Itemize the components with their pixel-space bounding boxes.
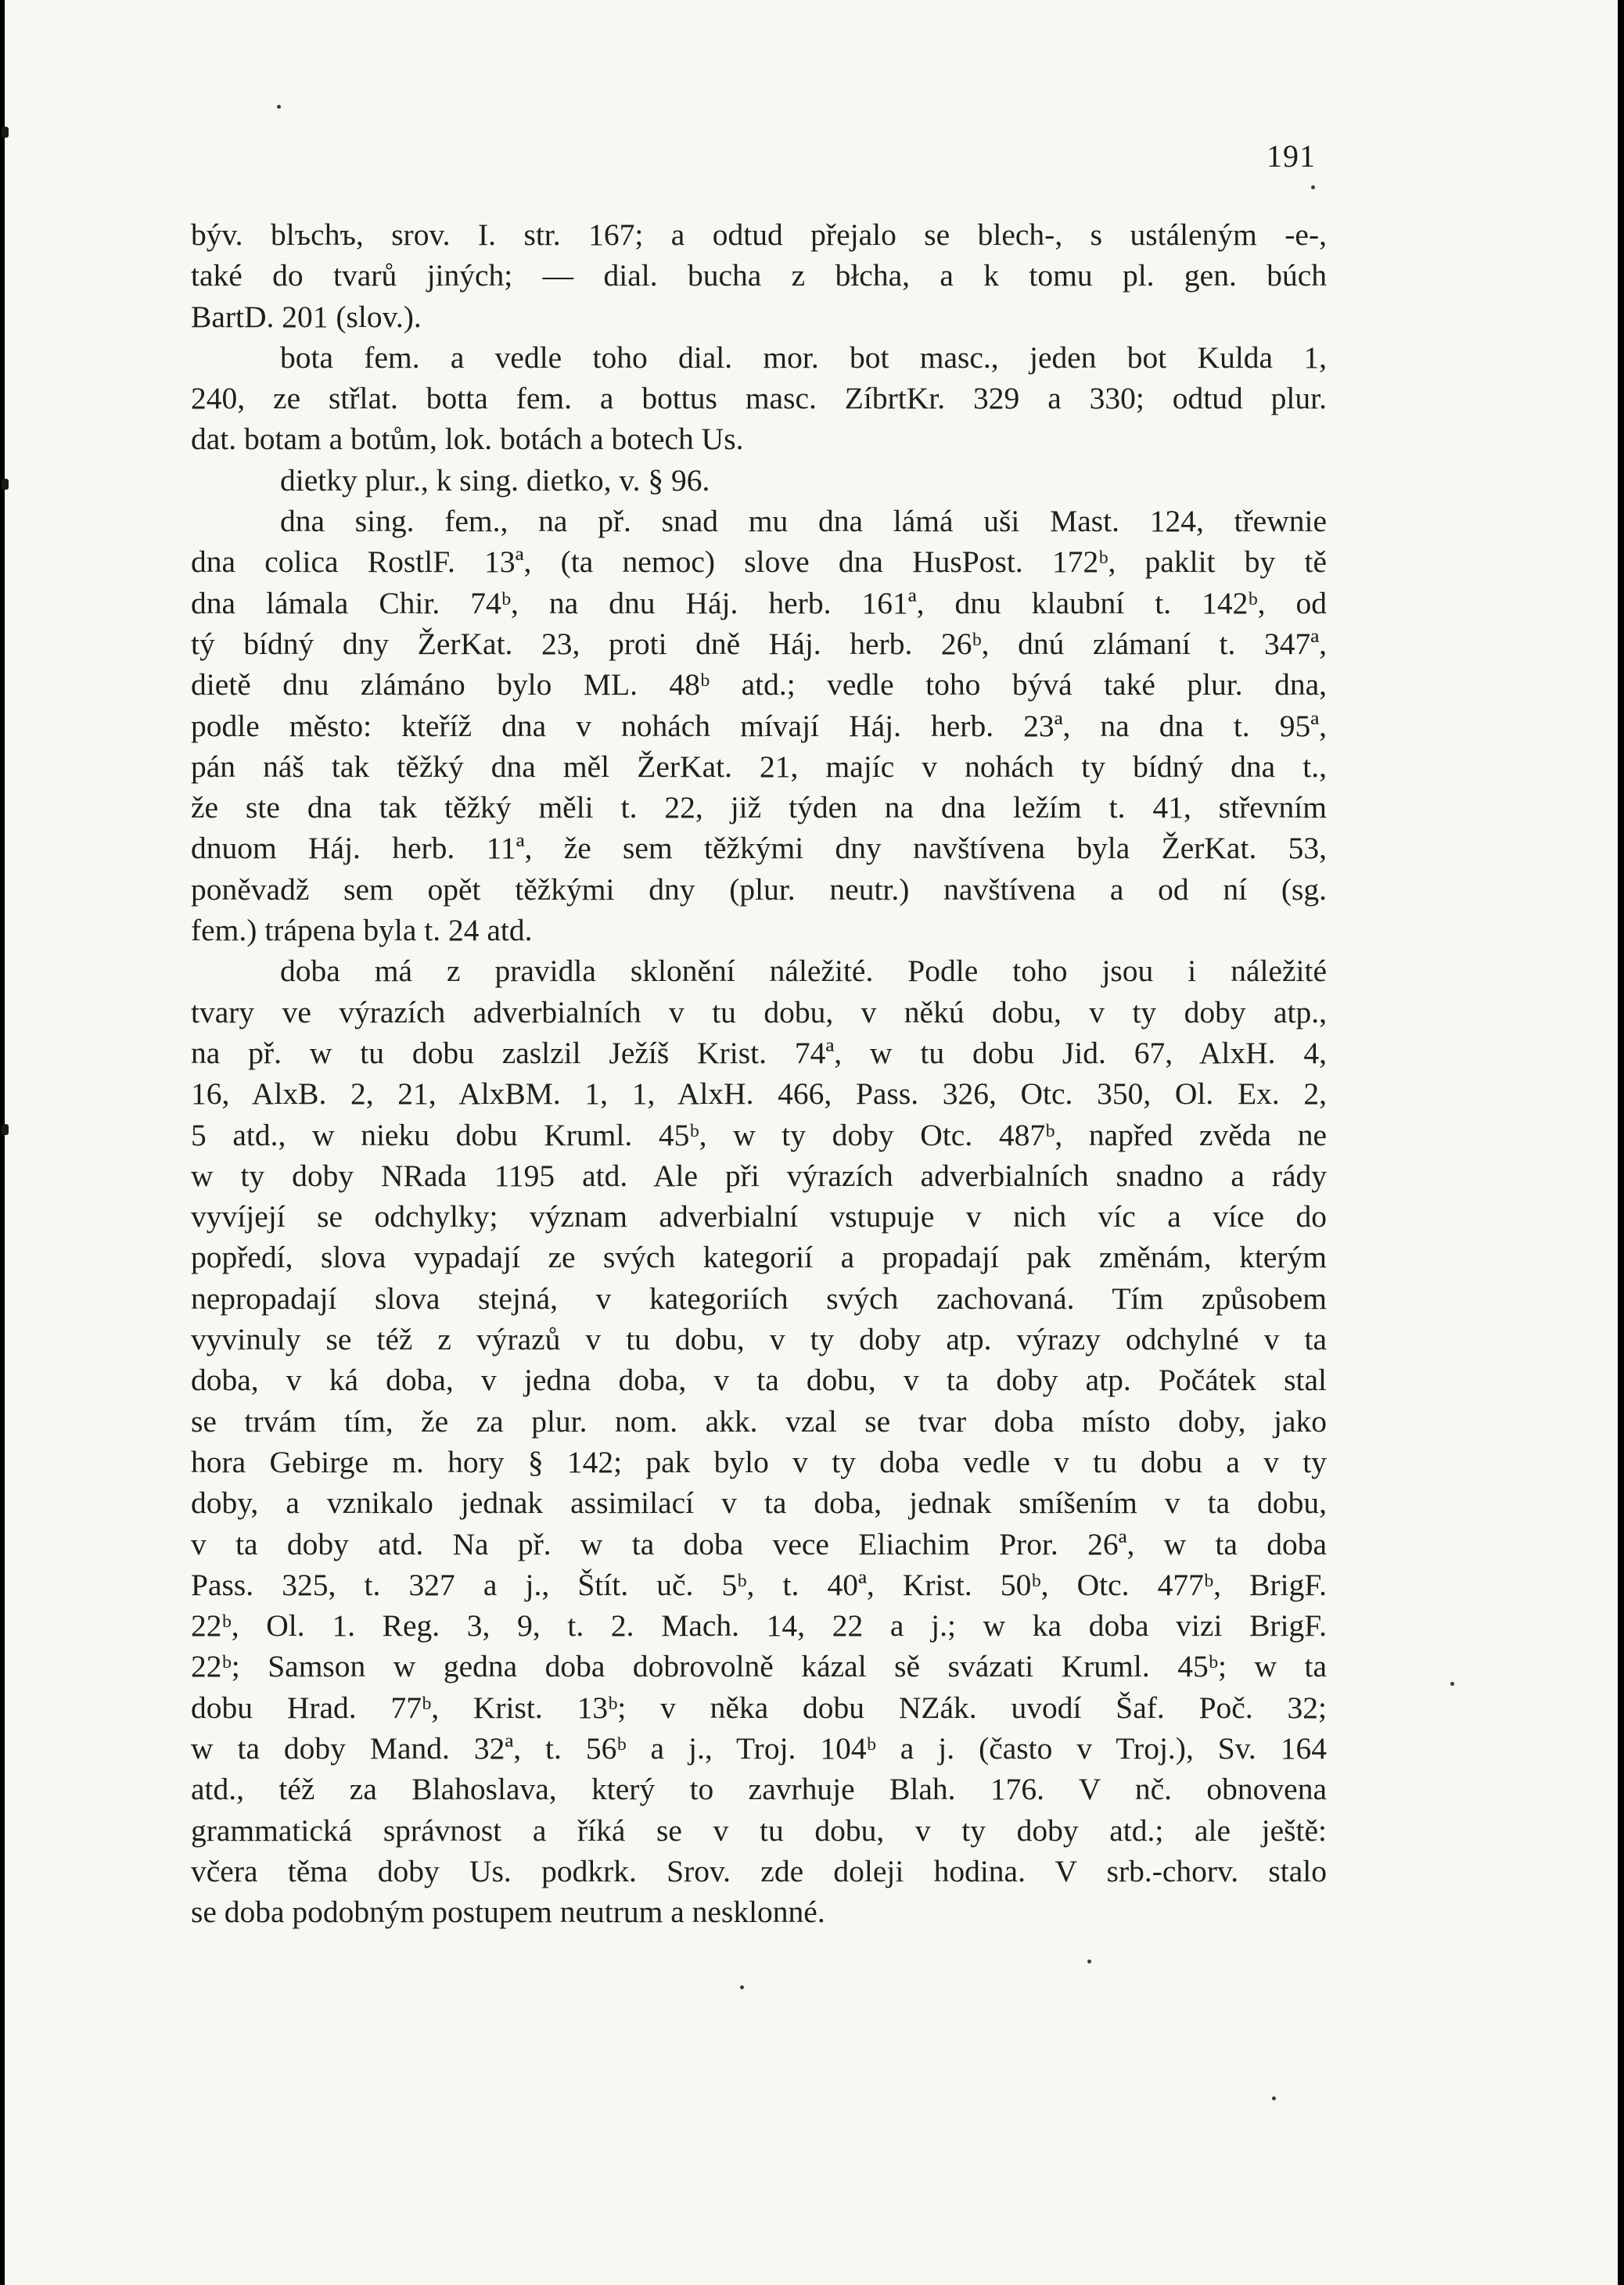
text-line: vyvíjejí se odchylky; význam adverbialní vstupuje v nich víc a více do — [191, 1199, 1327, 1234]
text-line: dietky plur., k sing. dietko, v. § 96. — [280, 462, 710, 498]
speck — [1272, 2096, 1276, 2100]
body-text — [191, 214, 1327, 1932]
page-number: 191 — [1267, 138, 1316, 174]
text-line: 22ᵇ, Ol. 1. Reg. 3, 9, t. 2. Mach. 14, 22 a j.; w ka doba vizi BrigF. — [191, 1608, 1327, 1644]
text-line: se doba podobným postupem neutrum a nesklonné. — [191, 1895, 825, 1930]
text-line: že ste dna tak těžký měli t. 22, již týden na dna ležím t. 41, střevním — [191, 790, 1327, 825]
binding-mark — [2, 1124, 9, 1135]
text-line: v ta doby atd. Na př. w ta doba vece Eliachim Pror. 26ª, w ta doba — [191, 1526, 1327, 1561]
text-line: doba má z pravidla sklonění náležité. Podle toho jsou i náležité — [280, 954, 1327, 989]
text-line: nepropadají slova stejná, v kategoriích svých zachovaná. Tím způsobem — [191, 1281, 1327, 1316]
text-line: býv. blъchъ, srov. I. str. 167; a odtud přejalo se blech-, s ustáleným -e-, — [191, 217, 1327, 252]
speck — [1087, 1960, 1091, 1963]
text-line: Pass. 325, t. 327 a j., Štít. uč. 5ᵇ, t. 40ª, Krist. 50ᵇ, Otc. 477ᵇ, BrigF. — [191, 1567, 1327, 1602]
text-line: podle město: kteříž dna v nohách mívají Háj. herb. 23ª, na dna t. 95ª, — [191, 708, 1327, 743]
text-line: grammatická správnost a říká se v tu dobu, v ty doby atd.; ale ještě: — [191, 1813, 1327, 1848]
text-line: dietě dnu zlámáno bylo ML. 48ᵇ atd.; vedle toho bývá také plur. dna, — [191, 667, 1327, 702]
text-line: hora Gebirge m. hory § 142; pak bylo v ty doba vedle v tu dobu a v ty — [191, 1444, 1327, 1479]
speck — [277, 105, 281, 109]
text-line: w ta doby Mand. 32ª, t. 56ᵇ a j., Troj. 104ᵇ a j. (často v Troj.), Sv. 164 — [191, 1730, 1327, 1766]
text-line: 16, AlxB. 2, 21, AlxBM. 1, 1, AlxH. 466, Pass. 326, Otc. 350, Ol. Ex. 2, — [191, 1076, 1327, 1112]
text-line: tý bídný dny ŽerKat. 23, proti dně Háj. herb. 26ᵇ, dnú zlámaní t. 347ª, — [191, 626, 1327, 661]
binding-mark — [2, 479, 9, 490]
text-line: se trvám tím, že za plur. nom. akk. vzal se tvar doba místo doby, jako — [191, 1403, 1327, 1439]
text-line: včera těma doby Us. podkrk. Srov. zde doleji hodina. V srb.-chorv. stalo — [191, 1853, 1327, 1888]
text-line: fem.) trápena byla t. 24 atd. — [191, 913, 533, 948]
speck — [740, 1985, 744, 1989]
text-line: doby, a vznikalo jednak assimilací v ta doba, jednak smíšením v ta dobu, — [191, 1486, 1327, 1521]
text-line: 22ᵇ; Samson w gedna doba dobrovolně kázal sě svázati Kruml. 45ᵇ; w ta — [191, 1649, 1327, 1684]
text-line: w ty doby NRada 1195 atd. Ale při výrazích adverbialních snadno a rády — [191, 1158, 1327, 1193]
text-line: také do tvarů jiných; — dial. bucha z błcha, a k tomu pl. gen. búch — [191, 258, 1327, 293]
text-line: 5 atd., w nieku dobu Kruml. 45ᵇ, w ty doby Otc. 487ᵇ, napřed zvěda ne — [191, 1117, 1327, 1152]
speck — [1450, 1682, 1454, 1686]
text-line: BartD. 201 (slov.). — [191, 299, 422, 334]
text-line: dna sing. fem., na př. snad mu dna lámá uši Mast. 124, třewnie — [280, 504, 1327, 539]
text-line: dna colica RostlF. 13ª, (ta nemoc) slove dna HusPost. 172ᵇ, paklit by tě — [191, 544, 1327, 580]
text-line: pán náš tak těžký dna měl ŽerKat. 21, majíc v nohách ty bídný dna t., — [191, 749, 1327, 784]
text-line: bota fem. a vedle toho dial. mor. bot masc., jeden bot Kulda 1, — [280, 340, 1327, 375]
text-line: dat. botam a botům, lok. botách a botech Us. — [191, 422, 744, 457]
text-line: dnuom Háj. herb. 11ª, že sem těžkými dny navštívena byla ŽerKat. 53, — [191, 831, 1327, 866]
speck — [1311, 185, 1315, 189]
text-line: dobu Hrad. 77ᵇ, Krist. 13ᵇ; v něka dobu NZák. uvodí Šaf. Poč. 32; — [191, 1690, 1327, 1725]
text-line: vyvinuly se též z výrazů v tu dobu, v ty doby atp. výrazy odchylné v ta — [191, 1322, 1327, 1357]
text-line: popředí, slova vypadají ze svých kategorií a propadají pak změnám, kterým — [191, 1240, 1327, 1275]
text-line: doba, v ká doba, v jedna doba, v ta dobu, v ta doby atp. Počátek stal — [191, 1363, 1327, 1398]
text-line: atd., též za Blahoslava, který to zavrhuje Blah. 176. V nč. obnovena — [191, 1772, 1327, 1807]
scanned-page — [5, 0, 1618, 2285]
text-line: 240, ze střlat. botta fem. a bottus masc. ZíbrtKr. 329 a 330; odtud plur. — [191, 381, 1327, 416]
text-line: na př. w tu dobu zaslzil Ježíš Krist. 74ª, w tu dobu Jid. 67, AlxH. 4, — [191, 1035, 1327, 1070]
text-line: tvary ve výrazích adverbialních v tu dobu, v někú dobu, v ty doby atp., — [191, 994, 1327, 1029]
binding-mark — [2, 127, 9, 138]
text-line: poněvadž sem opět těžkými dny (plur. neutr.) navštívena a od ní (sg. — [191, 871, 1327, 907]
text-line: dna lámala Chir. 74ᵇ, na dnu Háj. herb. 161ª, dnu klaubní t. 142ᵇ, od — [191, 585, 1327, 620]
